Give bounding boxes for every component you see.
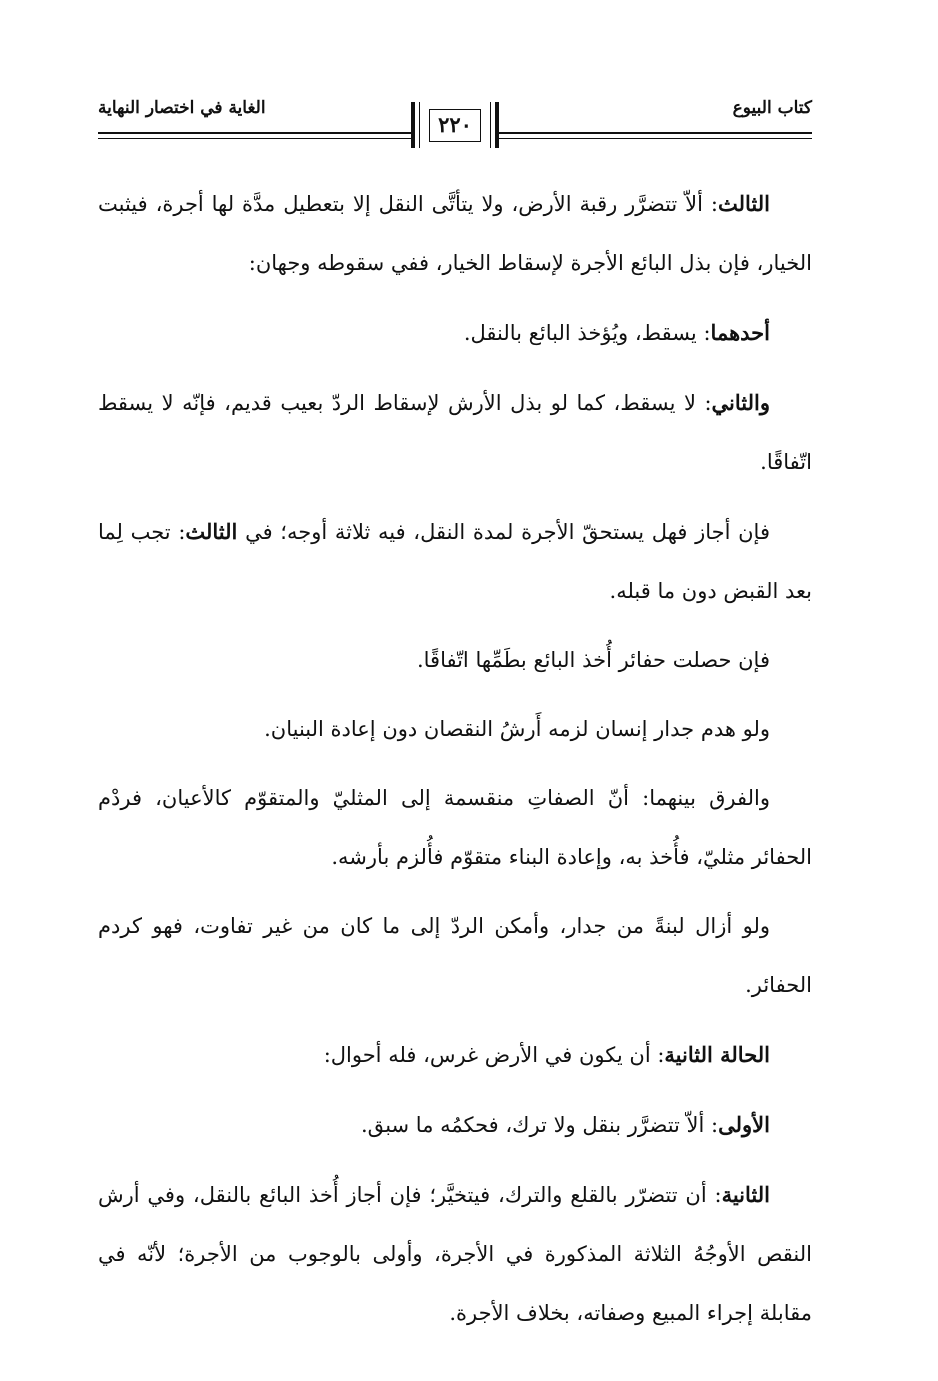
paragraph: الثالث: ألاّ تتضرَّر رقبة الأرض، ولا يتأتَّى النقل إلا بتعطيل مدَّة لها أجرة، فيثبت الخيار، فإن بذل البائع الأجرة لإسقاط الخيار، ففي سقوطه وجهان: [98,191,812,275]
paragraph-text: ولو أزال لبنةً من جدار، وأمكن الردّ إلى ما كان من غير تفاوت، فهو كردم الحفائر. [98,914,812,997]
paragraph: الأولى: ألاّ تتضرَّر بنقل ولا ترك، فحكمُه ما سبق. [361,1112,770,1137]
paragraph-heading: الحالة الثانية [664,1042,770,1067]
paragraph-text: والفرق بينهما: أنّ الصفاتِ منقسمة إلى المثليّ والمتقوّم كالأعيان، فردْم الحفائر مثليّ، فأُخذ به، وإعادة البناء متقوّم فأُلزم بأرشه. [98,786,812,869]
paragraph: فإن أجاز فهل يستحقّ الأجرة لمدة النقل، فيه ثلاثة أوجه؛ في الثالث: تجب لِما بعد القبض دون ما قبله. [98,519,812,603]
paragraph-heading: أحدهما [710,320,770,345]
paragraph: والثاني: لا يسقط، كما لو بذل الأرش لإسقاط الردّ بعيب قديم، فإنّه لا يسقط اتّفاقًا. [98,390,812,474]
paragraph-text: أن يكون في الأرض غرس، فله أحوال: [323,1043,651,1067]
paragraph-text: ألاّ تتضرَّر رقبة الأرض، ولا يتأتَّى النقل إلا بتعطيل مدَّة لها أجرة، فيثبت الخيار، فإن بذل البائع الأجرة لإسقاط الخيار، ففي سقوطه وجهان: [98,192,812,275]
paragraph-text: ولو هدم جدار إنسان لزمه أَرشُ النقصان دون إعادة البنيان. [264,717,770,741]
paragraph-heading: الأولى [718,1112,770,1137]
paragraph: الثانية: أن تتضرّر بالقلع والترك، فيتخيَّر؛ فإن أجاز أُخذ البائع بالنقل، وفي أرش النقص الأوجُهُ الثلاثة المذكورة في الأجرة، وأولى بالوجوب من الأجرة؛ لأنّه في مقابلة إجراء المبيع وصفاته، بخلاف الأجرة. [98,1182,812,1325]
paragraph-text: يسقط، ويُؤخذ البائع بالنقل. [463,321,697,345]
page-number: ٢٢٠ [429,109,481,142]
paragraph-text: لا يسقط، كما لو بذل الأرش لإسقاط الردّ بعيب قديم، فإنّه لا يسقط اتّفاقًا. [98,391,812,474]
paragraph [98,897,812,1015]
page-number-frame [411,102,499,148]
paragraph: أحدهما: يسقط، ويُؤخذ البائع بالنقل. [463,320,770,345]
paragraph [98,631,812,690]
paragraph-text: أن تتضرّر بالقلع والترك، فيتخيَّر؛ فإن أجاز أُخذ البائع بالنقل، وفي أرش النقص الأوجُهُ الثلاثة المذكورة في الأجرة، وأولى بالوجوب من الأجرة؛ لأنّه في مقابلة إجراء المبيع وصفاته، بخلاف الأجرة. [98,1183,812,1325]
paragraph-text: تجب لِما بعد القبض دون ما قبله. [98,520,812,603]
page-body [98,174,812,1353]
header-section-title: كتاب البيوع [732,98,812,118]
paragraph-heading: والثاني [711,390,770,415]
paragraph-text: فإن أجاز فهل يستحقّ الأجرة لمدة النقل، فيه ثلاثة أوجه؛ في [237,520,770,544]
paragraph: الحالة الثانية: أن يكون في الأرض غرس، فله أحوال: [323,1042,770,1067]
running-header [98,98,812,158]
paragraph-heading: الثانية [721,1182,770,1207]
paragraph-heading: الثالث [717,191,770,216]
paragraph-heading: الثالث [185,519,238,544]
paragraph [98,700,812,759]
paragraph-text: ألاّ تتضرَّر بنقل ولا ترك، فحكمُه ما سبق. [361,1113,705,1137]
paragraph-text: فإن حصلت حفائر أُخذ البائع بطَمِّها اتّفاقًا. [416,648,770,672]
header-book-title: الغاية في اختصار النهاية [98,98,266,118]
paragraph [98,769,812,887]
